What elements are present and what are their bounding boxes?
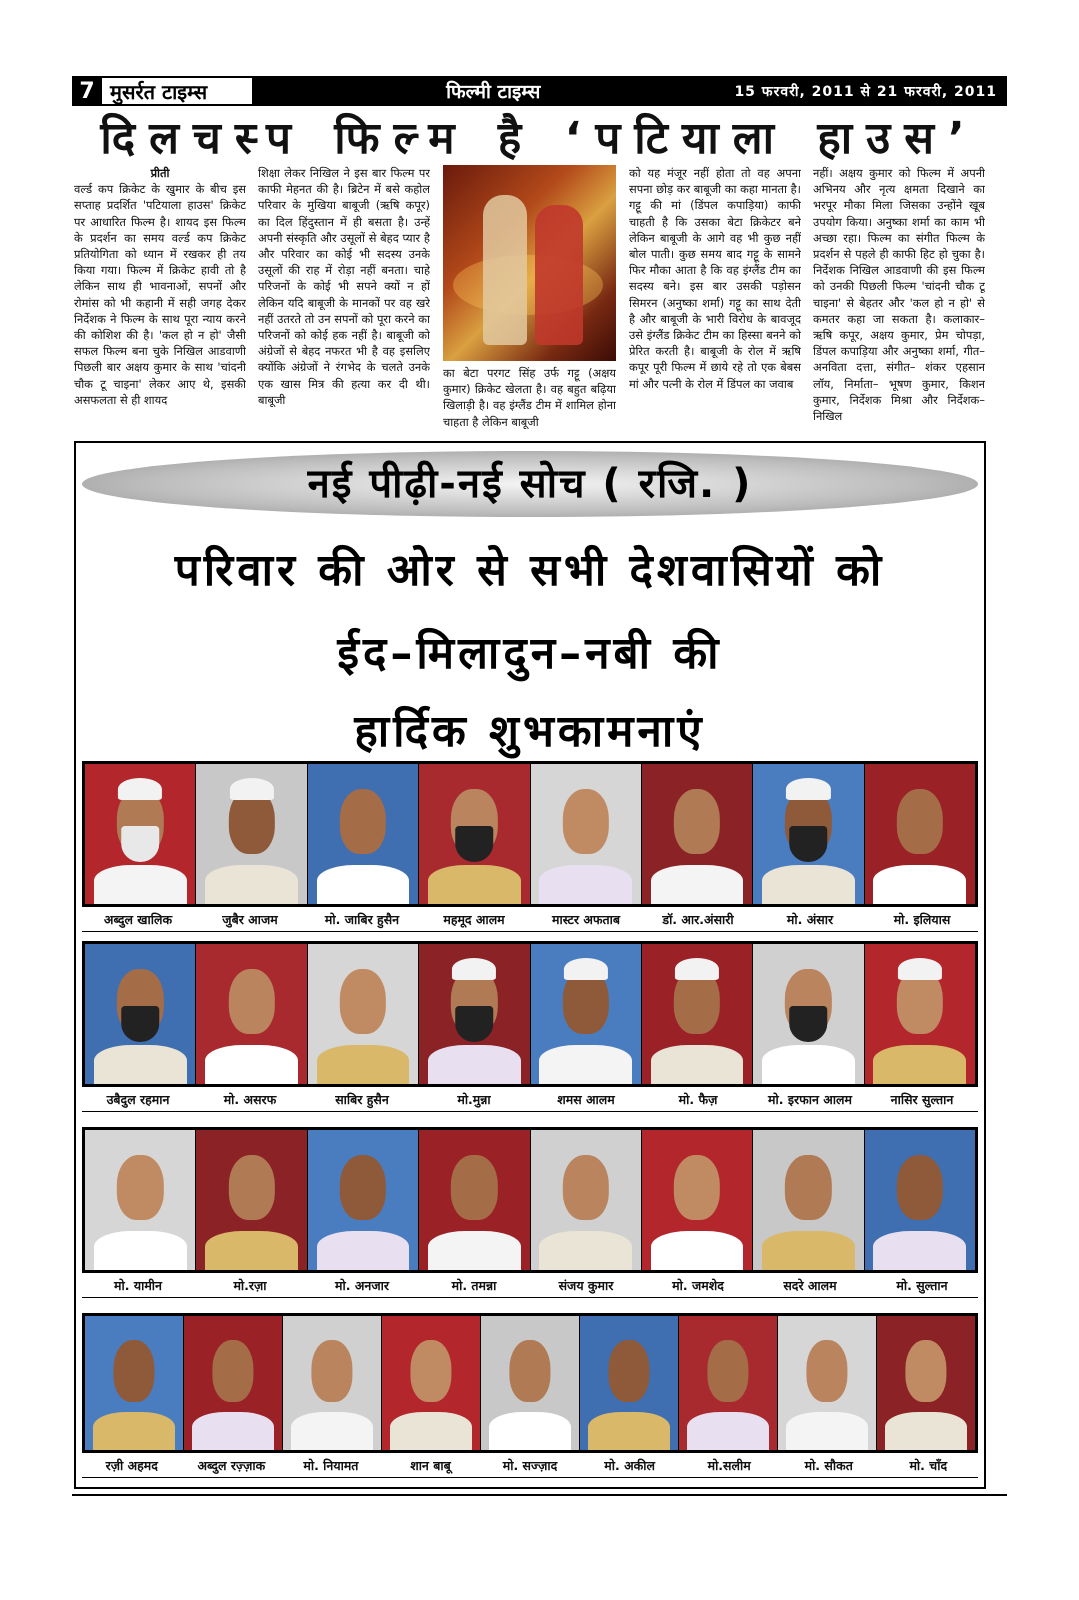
member-name: नासिर सुल्तान — [890, 1092, 954, 1107]
paper-name: मुसर्रत टाइम्स — [102, 78, 252, 104]
member-name: मो. अंसार — [786, 912, 834, 927]
photo-row — [82, 761, 978, 907]
member-name: मो. जमशेद — [672, 1278, 724, 1293]
article-headline: दिलचस्प फिल्म है ‘पटियाला हाउस’ — [100, 113, 979, 164]
member-name: मो. असरफ — [223, 1092, 277, 1107]
article-byline: प्रीती — [150, 166, 170, 180]
photo-row — [82, 941, 978, 1087]
member-name: महमूद आलम — [443, 912, 505, 927]
member-photo — [382, 1316, 481, 1450]
member-name: शान बाबू — [410, 1458, 451, 1473]
member-name: मो.सलीम — [707, 1458, 751, 1473]
member-photo — [481, 1316, 580, 1450]
member-name: मो. यामीन — [114, 1278, 162, 1293]
member-photo — [85, 1130, 196, 1270]
member-photo — [531, 1130, 642, 1270]
member-name: साबिर हुसैन — [335, 1092, 389, 1107]
photo-row — [82, 1127, 978, 1273]
member-photo — [184, 1316, 283, 1450]
photo-row — [82, 1313, 978, 1453]
article-text-3: का बेटा परगट सिंह उर्फ गट्टू (अक्षय कुमार) क्रिकेट खेलता है। वह बहुत बढ़िया खिलाड़ी है। वह इंग्लैंड टीम में शामिल होना चाहता है लेकिन बाबूजी — [443, 366, 616, 429]
article-column-1 — [74, 165, 246, 440]
member-photo — [865, 1130, 975, 1270]
member-photo — [196, 944, 307, 1084]
member-name: मो. तमन्ना — [451, 1278, 497, 1293]
member-photo — [85, 944, 196, 1084]
member-photo — [85, 764, 196, 904]
member-name: अब्दुल रज़्ज़ाक — [197, 1458, 266, 1473]
member-name: मास्टर अफताब — [551, 912, 621, 927]
member-photo — [196, 1130, 307, 1270]
member-photo — [778, 1316, 877, 1450]
member-photo — [308, 1130, 419, 1270]
member-name: मो. अनजार — [335, 1278, 389, 1293]
member-name: मो. चाँद — [909, 1458, 948, 1473]
member-photo — [642, 764, 753, 904]
page-number: 7 — [72, 76, 102, 106]
member-photo — [753, 764, 864, 904]
member-photo — [85, 1316, 184, 1450]
member-photo — [642, 944, 753, 1084]
name-row — [82, 1455, 978, 1478]
member-photo — [196, 764, 307, 904]
name-row — [82, 1089, 978, 1112]
member-name: मो.रज़ा — [233, 1278, 267, 1293]
member-photo — [753, 944, 864, 1084]
masthead — [72, 76, 1007, 106]
greeting-line-2: ईद–मिलादुन–नबी की — [337, 628, 723, 679]
organization-name: नई पीढ़ी-नई सोच ( रजि. ) — [307, 461, 753, 507]
section-name: फिल्मी टाइम्स — [446, 81, 541, 103]
article-column-5 — [813, 165, 985, 440]
member-name: शमस आलम — [557, 1092, 615, 1107]
member-name: संजय कुमार — [558, 1278, 614, 1293]
member-photo — [308, 764, 419, 904]
name-row — [82, 1275, 978, 1298]
name-row — [82, 909, 978, 932]
member-name: डॉ. आर.अंसारी — [662, 912, 734, 927]
article-column-4 — [629, 165, 801, 440]
article-text-5: नहीं। अक्षय कुमार को फिल्म में अपनी अभिनय और नृत्य क्षमता दिखाने का भरपूर मौका मिला जिसका उन्होंने खूब उपयोग किया। अनुष्का शर्मा का काम भी अच्छा रहा। फिल्म का संगीत फिल्म के प्रदर्शन से पहले ही काफी हिट हो चुका है। निर्देशक निखिल आडवाणी की इस फिल्म को उनकी पिछली फिल्म 'चांदनी चौक टू चाइना' से बेहतर और 'कल हो न हो' से कमतर कहा जा सकता है। कलाकार– ऋषि कपूर, अक्षय कुमार, प्रेम चोपड़ा, डिंपल कपाड़िया और अनुष्का शर्मा, गीत– अनविता दत्ता, संगीत– शंकर एहसान लॉय, निर्माता– भूषण कुमार, किशन कुमार, निर्देशक मिश्रा और निर्देशक– निखिल — [813, 166, 985, 424]
member-name: मो. सुल्तान — [896, 1278, 948, 1293]
member-name: मो. सौकत — [804, 1458, 853, 1473]
article-column-3 — [443, 165, 616, 440]
member-name: मो. जाबिर हुसैन — [324, 912, 400, 927]
member-photo — [283, 1316, 382, 1450]
article-column-2 — [258, 165, 430, 440]
member-name: उबैदुल रहमान — [106, 1092, 170, 1107]
member-name: मो. नियामत — [303, 1458, 359, 1473]
member-name: अब्दुल खालिक — [103, 912, 173, 927]
member-photo — [679, 1316, 778, 1450]
member-photo — [308, 944, 419, 1084]
greeting-line-1: परिवार की ओर से सभी देशवासियों को — [174, 545, 886, 596]
member-photo — [642, 1130, 753, 1270]
article-text-4: को यह मंजूर नहीं होता तो वह अपना सपना छोड़ कर बाबूजी का कहा मानता है। गट्टू की मां (डिंपल कपाड़िया) काफी चाहती है कि उसका बेटा क्रिकेटर बने लेकिन बाबूजी के आगे वह भी कुछ नहीं बोल पाती। कुछ समय बाद गट्टू के सामने फिर मौका आता है कि वह इंग्लैंड टीम का सदस्य बने। इस बार उसकी पड़ोसन सिमरन (अनुष्का शर्मा) गट्टू का साथ देती है और बाबूजी के भारी विरोध के बावजूद उसे इंग्लैंड क्रिकेट टीम का हिस्सा बनने को प्रेरित करती है। बाबूजी के रोल में ऋषि कपूर पूरी फिल्म में छाये रहे तो एक बेबस मां और पत्नी के रोल में डिंपल का जवाब — [629, 166, 801, 391]
article-text-2: शिक्षा लेकर निखिल ने इस बार फिल्म पर काफी मेहनत की है। ब्रिटेन में बसे कहोल परिवार के मुखिया बाबूजी (ऋषि कपूर) का दिल हिंदुस्तान में ही बसता है। उन्हें अपनी संस्कृति और उसूलों से बेहद प्यार है और परिवार का कोई भी सदस्य उनके उसूलों की राह में रोड़ा नहीं बनता। चाहे परिजनों के कोई भी सपने क्यों न हों लेकिन यदि बाबूजी के मानकों पर वह खरे नहीं उतरते तो उन सपनों को पूरा करने का परिजनों को कोई हक नहीं है। बाबूजी को अंग्रेजों से बेहद नफरत भी है वह इसलिए क्योंकि अंग्रेजों ने रंगभेद के चलते उनके एक खास मित्र की हत्या कर दी थी। बाबूजी — [258, 166, 430, 407]
member-name: सदरे आलम — [783, 1278, 837, 1293]
footer-rule — [72, 1494, 1007, 1496]
film-still-photo — [443, 165, 616, 361]
member-photo — [419, 944, 530, 1084]
member-name: मो. सज्ज़ाद — [502, 1458, 558, 1473]
issue-date: 15 फरवरी, 2011 से 21 फरवरी, 2011 — [734, 83, 997, 100]
member-name: रज़ी अहमद — [105, 1458, 158, 1473]
member-name: मो. इलियास — [893, 912, 951, 927]
member-photo — [531, 764, 642, 904]
member-photo — [580, 1316, 679, 1450]
member-name: मो. इरफान आलम — [768, 1092, 852, 1107]
member-name: मो.मुन्ना — [457, 1092, 491, 1107]
member-photo — [531, 944, 642, 1084]
member-name: मो. फैज़ — [678, 1092, 718, 1107]
member-photo — [877, 1316, 975, 1450]
article-text-1: वर्ल्ड कप क्रिकेट के खुमार के बीच इस सप्ताह प्रदर्शित 'पटियाला हाउस' क्रिकेट पर आधारित फिल्म है। शायद इस फिल्म के प्रदर्शन का समय वर्ल्ड कप क्रिकेट प्रतियोगिता को ध्यान में रखकर ही तय किया गया। फिल्म में क्रिकेट हावी तो है लेकिन साथ ही भावनाओं, सपनों और रोमांस को भी कहानी में सही जगह देकर निर्देशक ने फिल्म के साथ पूरा न्याय करने की कोशिश की है। 'कल हो न हो' जैसी सफल फिल्म बना चुके निखिल आडवाणी पिछली बार अक्षय कुमार के साथ 'चांदनी चौक टू चाइना' लेकर आए थे, इसकी असफलता से ही शायद — [74, 182, 246, 407]
greeting-advertisement — [74, 441, 986, 1489]
member-photo — [865, 764, 975, 904]
member-photo — [419, 764, 530, 904]
member-name: जुबैर आजम — [222, 912, 278, 927]
member-photo — [865, 944, 975, 1084]
member-photo — [753, 1130, 864, 1270]
member-name: मो. अकील — [604, 1458, 655, 1473]
member-photo — [419, 1130, 530, 1270]
greeting-line-3: हार्दिक शुभकामनाएं — [354, 706, 706, 757]
